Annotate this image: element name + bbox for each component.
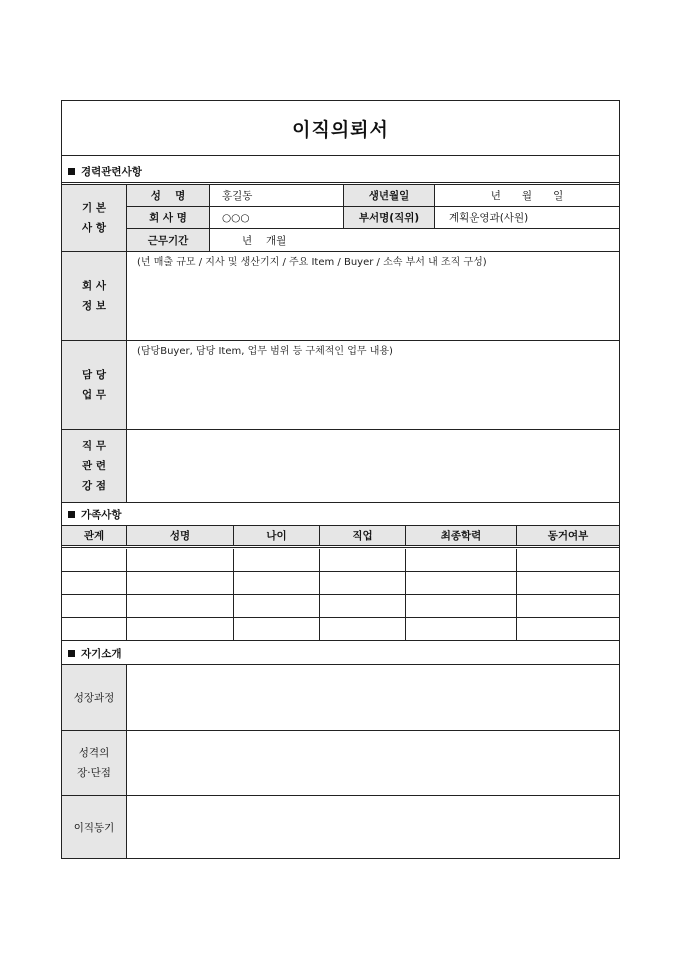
family-table-row[interactable] [62, 640, 619, 641]
growth-label: 성장과정 [62, 665, 127, 731]
birth-label: 생년월일 [344, 185, 435, 207]
family-col-name: 성명 [127, 526, 234, 546]
work-period-label: 근무기간 [127, 229, 210, 252]
personality-label [62, 731, 127, 796]
name-field[interactable]: 홍길동 [210, 185, 344, 207]
company-name-label: 회 사 명 [127, 207, 210, 229]
family-col-education: 최종학력 [406, 526, 517, 546]
basic-info-label [62, 185, 127, 252]
duty-label-line1: 담 당 [82, 369, 106, 381]
section-career-heading [68, 161, 142, 181]
company-name-field[interactable]: ○○○ [210, 207, 344, 229]
section-intro-title: 자기소개 [81, 647, 122, 660]
strength-label-line2: 관 련 [82, 460, 106, 472]
growth-field[interactable] [127, 665, 619, 731]
company-info-field[interactable] [127, 252, 619, 341]
duty-label-line2: 업 무 [82, 389, 106, 401]
work-period-field[interactable]: 년 개월 [210, 229, 619, 252]
family-col-relation: 관계 [62, 526, 127, 546]
family-table-row[interactable] [62, 594, 619, 595]
section-family-heading [68, 504, 122, 524]
company-info-label-line2: 정 보 [82, 300, 106, 312]
strength-label-line1: 직 무 [82, 440, 106, 452]
department-field[interactable]: 계획운영과(사원) [435, 207, 619, 229]
square-bullet-icon [68, 650, 75, 657]
department-label: 부서명(직위) [344, 207, 435, 229]
divider [62, 155, 619, 156]
company-info-label [62, 252, 127, 341]
birth-field[interactable]: 년 월 일 [435, 185, 619, 207]
page-title: 이직의뢰서 [292, 118, 389, 141]
family-col-age: 나이 [234, 526, 320, 546]
name-label: 성 명 [127, 185, 210, 207]
strength-field[interactable] [127, 430, 619, 502]
section-family-title: 가족사항 [81, 508, 122, 521]
divider [62, 502, 619, 503]
family-col-cohabitation: 동거여부 [517, 526, 619, 546]
motive-label: 이직동기 [62, 796, 127, 858]
company-info-label-line1: 회 사 [82, 280, 106, 292]
company-info-hint: (년 매출 규모 / 지사 및 생산기지 / 주요 Item / Buyer / 소속 부서 내 조직 구성) [137, 257, 487, 268]
square-bullet-icon [68, 511, 75, 518]
basic-info-label-line1: 기 본 [82, 202, 106, 214]
personality-label-line1: 성격의 [78, 747, 110, 759]
resume-form [61, 100, 620, 859]
strength-label-line3: 강 점 [82, 480, 106, 492]
strength-label [62, 430, 127, 502]
basic-info-label-line2: 사 항 [82, 222, 106, 234]
section-intro-heading [68, 643, 122, 663]
duty-label [62, 341, 127, 430]
family-col-job: 직업 [320, 526, 406, 546]
motive-field[interactable] [127, 796, 619, 858]
section-career-title: 경력관련사항 [81, 165, 142, 178]
family-table-row[interactable] [62, 571, 619, 572]
duty-field[interactable] [127, 341, 619, 430]
square-bullet-icon [68, 168, 75, 175]
divider [62, 547, 619, 548]
duty-hint: (담당Buyer, 담당 Item, 업무 범위 등 구체적인 업무 내용) [137, 346, 393, 357]
personality-label-line2: 장·단점 [77, 767, 111, 779]
family-table-row[interactable] [62, 617, 619, 618]
personality-field[interactable] [127, 731, 619, 796]
